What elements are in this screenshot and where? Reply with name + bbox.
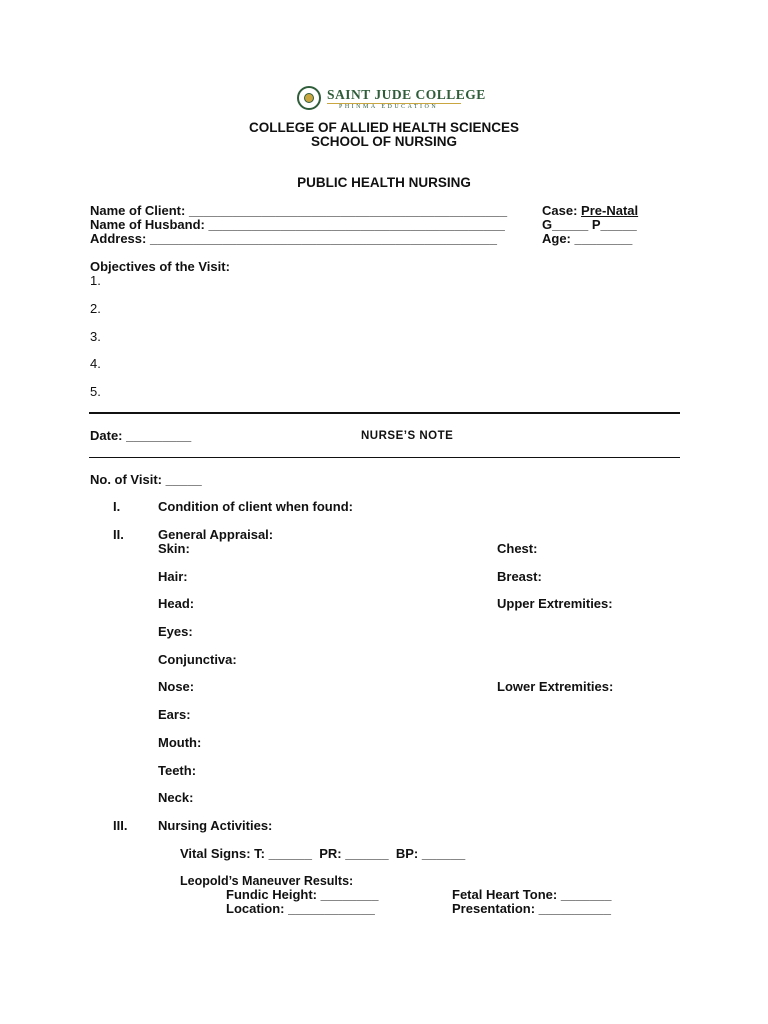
nurses-note-title: NURSE’S NOTE [361,430,454,442]
school-name: SCHOOL OF NURSING [310,134,457,149]
appraisal-breast: Breast: [497,569,542,584]
section-1-title: Condition of client when found: [158,499,353,514]
section-3-title: Nursing Activities: [158,818,273,833]
appraisal-conjunctiva: Conjunctiva: [158,652,237,667]
objective-3: 3. [90,329,101,344]
appraisal-chest: Chest: [497,541,538,556]
objective-5: 5. [90,384,101,399]
appraisal-nose: Nose: [158,679,195,694]
presentation-field[interactable]: Presentation: __________ [452,901,611,916]
vital-signs-field[interactable]: Vital Signs: T: ______ PR: ______ BP: ______ [180,846,466,861]
appraisal-neck: Neck: [158,790,194,805]
appraisal-hair: Hair: [158,569,188,584]
form-title: PUBLIC HEALTH NURSING [297,175,471,190]
section-2-number: II. [113,527,124,542]
objective-2: 2. [90,301,101,316]
appraisal-skin: Skin: [158,541,190,556]
fundic-height-field[interactable]: Fundic Height: ________ [226,887,379,902]
address-field[interactable]: Address: ________________________________________________ [90,231,497,246]
section-divider-bottom [89,457,680,458]
appraisal-teeth: Teeth: [158,763,197,778]
section-3-number: III. [113,818,128,833]
husband-name-field[interactable]: Name of Husband: _________________________________________ [90,217,505,232]
appraisal-ears: Ears: [158,707,191,722]
appraisal-head: Head: [158,596,195,611]
objective-1: 1. [90,273,101,288]
gravida-para-field[interactable]: G_____ P_____ [542,217,637,232]
college-seal-icon [297,86,321,110]
fetal-heart-tone-field[interactable]: Fetal Heart Tone: _______ [452,887,612,902]
appraisal-upper-extremities: Upper Extremities: [497,596,613,611]
appraisal-mouth: Mouth: [158,735,202,750]
college-logo [297,86,486,112]
client-name-field[interactable]: Name of Client: ____________________________________________ [90,203,508,218]
logo-name: SAINT JUDE COLLEGE [327,87,486,102]
location-field[interactable]: Location: ____________ [226,901,375,916]
case-value: Pre-Natal [581,203,639,218]
logo-subtitle: PHINMA EDUCATION [339,104,439,110]
section-2-title: General Appraisal: [158,527,274,542]
objectives-title: Objectives of the Visit: [90,259,230,274]
college-name: COLLEGE OF ALLIED HEALTH SCIENCES [248,120,519,135]
case-field [542,204,638,218]
section-divider-top [89,412,680,414]
objective-4: 4. [90,356,101,371]
section-1-number: I. [113,499,121,514]
date-field[interactable]: Date: _________ [90,428,192,443]
visit-number-field[interactable]: No. of Visit: _____ [90,472,202,487]
age-field[interactable]: Age: ________ [542,231,633,246]
leopold-title: Leopold’s Maneuver Results: [180,874,354,888]
appraisal-eyes: Eyes: [158,624,193,639]
appraisal-lower-extremities: Lower Extremities: [497,679,614,694]
case-label: Case: [542,203,578,218]
